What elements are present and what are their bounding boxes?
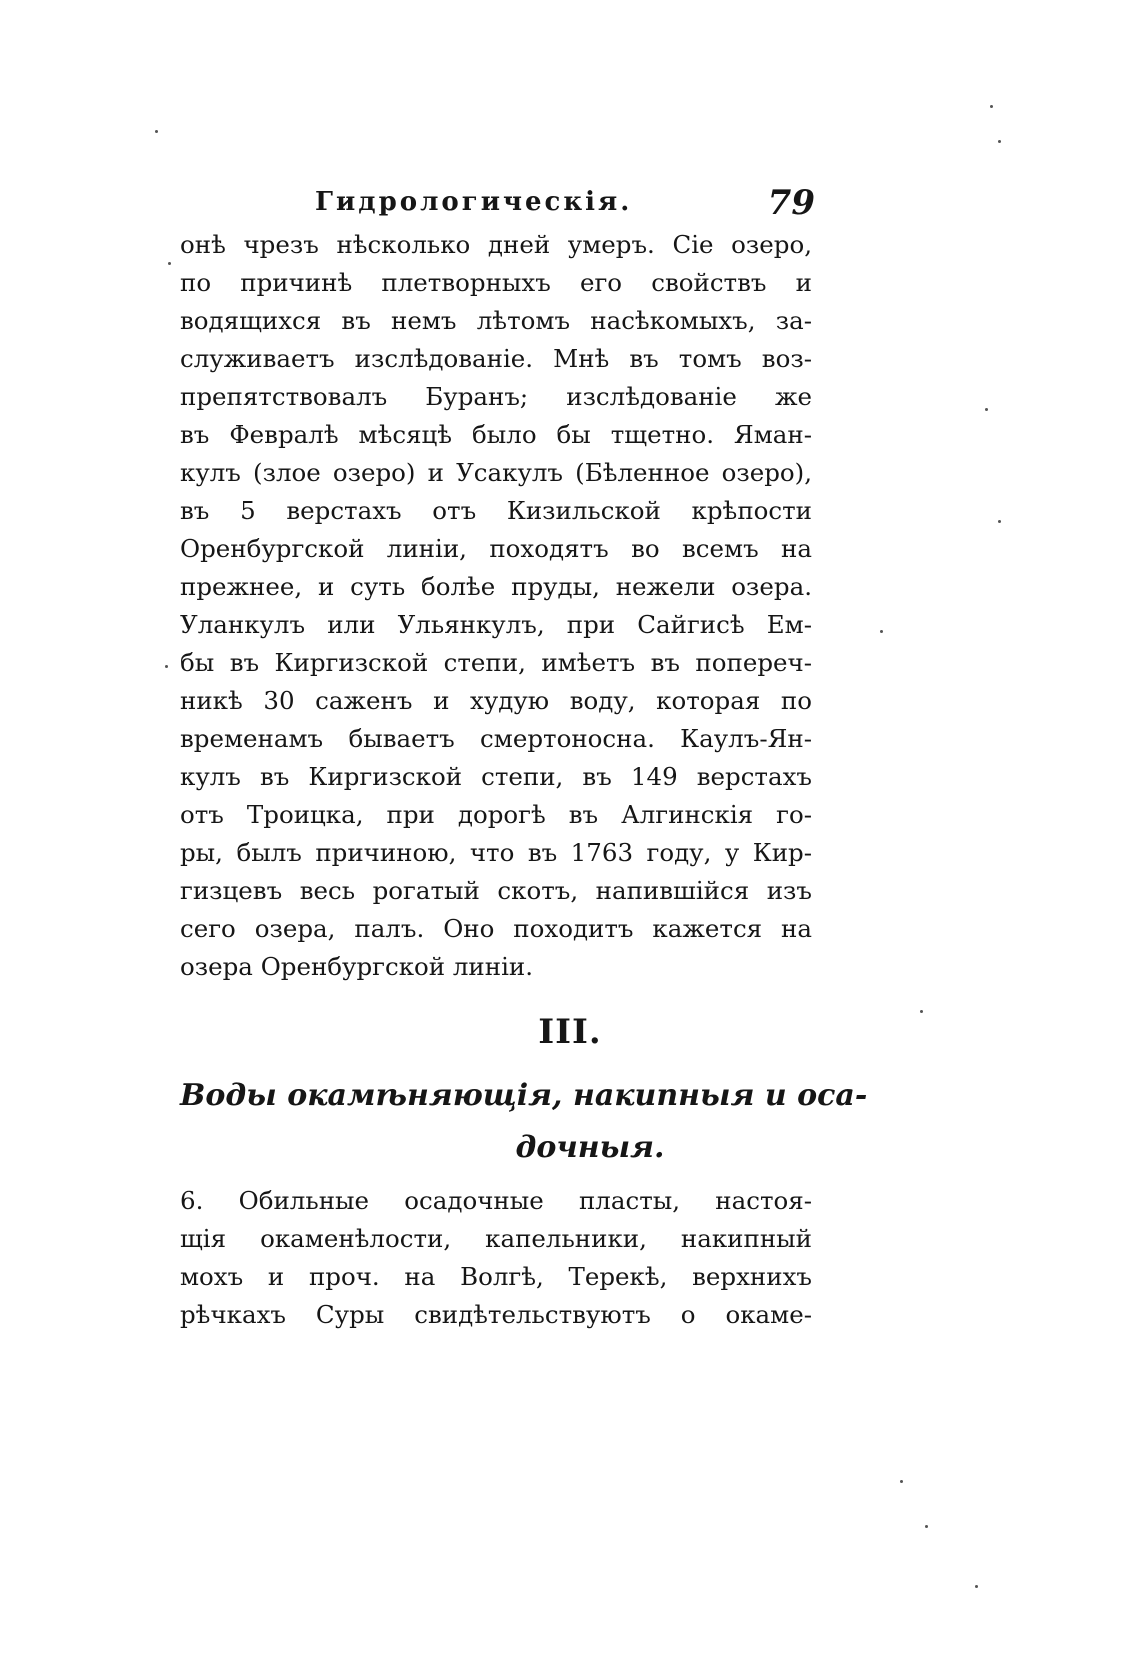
text-line: рѣчкахъ Суры свидѣтельствуютъ о окаме- [180, 1300, 812, 1329]
text-line: гизцевъ весь рогатый скотъ, напившійся изъ [180, 876, 812, 905]
scan-speck [168, 262, 171, 265]
scan-speck [998, 140, 1001, 143]
text-line: Уланкулъ или Ульянкулъ, при Сайгисѣ Ем- [180, 610, 812, 639]
page-header [175, 183, 825, 227]
text-line: по причинѣ плетворныхъ его свойствъ и [180, 268, 812, 297]
text-line: прежнее, и суть болѣе пруды, нежели озера. [180, 572, 812, 601]
scan-speck [985, 408, 988, 411]
text-line: отъ Троицка, при дорогѣ въ Алгинскія го- [180, 800, 812, 829]
text-line: сего озера, палъ. Оно походитъ кажется на [180, 914, 812, 943]
text-line: препятствовалъ Буранъ; изслѣдованіе же [180, 382, 812, 411]
text-line: кулъ (злое озеро) и Усакулъ (Бѣленное озеро), [180, 458, 812, 487]
text-line: въ Февралѣ мѣсяцѣ было бы тщетно. Яман- [180, 420, 812, 449]
scan-speck [990, 105, 993, 108]
scan-speck [900, 1480, 903, 1483]
text-line: кулъ въ Киргизской степи, въ 149 верстахъ [180, 762, 812, 791]
text-line: ры, былъ причиною, что въ 1763 году, у Кир- [180, 838, 812, 867]
text-line: никѣ 30 саженъ и худую воду, которая по [180, 686, 812, 715]
text-line: водящихся въ немъ лѣтомъ насѣкомыхъ, за- [180, 306, 812, 335]
section-heading-line-1: Воды окамѣняющія, накипныя и оса- [180, 1078, 868, 1113]
text-line: онѣ чрезъ нѣсколько дней умеръ. Сіе озеро, [180, 230, 812, 259]
scan-speck [155, 130, 158, 133]
scan-speck [998, 520, 1001, 523]
scan-speck [975, 1585, 978, 1588]
scan-speck [880, 630, 883, 633]
text-line: озера Оренбургской линіи. [180, 952, 534, 981]
text-line: 6. Обильные осадочные пласты, настоя- [180, 1186, 812, 1215]
text-line: служиваетъ изслѣдованіе. Мнѣ въ томъ воз- [180, 344, 812, 373]
page-number: 79 [767, 183, 815, 223]
section-heading-line-2: дочныя. [515, 1130, 665, 1165]
text-line: мохъ и проч. на Волгѣ, Терекѣ, верхнихъ [180, 1262, 812, 1291]
scan-speck [925, 1525, 928, 1528]
running-head: Гидрологическія. [315, 187, 633, 217]
text-line: бы въ Киргизской степи, имѣетъ въ попереч- [180, 648, 812, 677]
scan-speck [920, 1010, 923, 1013]
scan-speck [165, 665, 168, 668]
text-line: временамъ бываетъ смертоносна. Каулъ-Ян- [180, 724, 812, 753]
text-line: щія окаменѣлости, капельники, накипный [180, 1224, 812, 1253]
section-number: III. [538, 1012, 602, 1052]
text-line: Оренбургской линіи, походятъ во всемъ на [180, 534, 812, 563]
text-line: въ 5 верстахъ отъ Кизильской крѣпости [180, 496, 812, 525]
